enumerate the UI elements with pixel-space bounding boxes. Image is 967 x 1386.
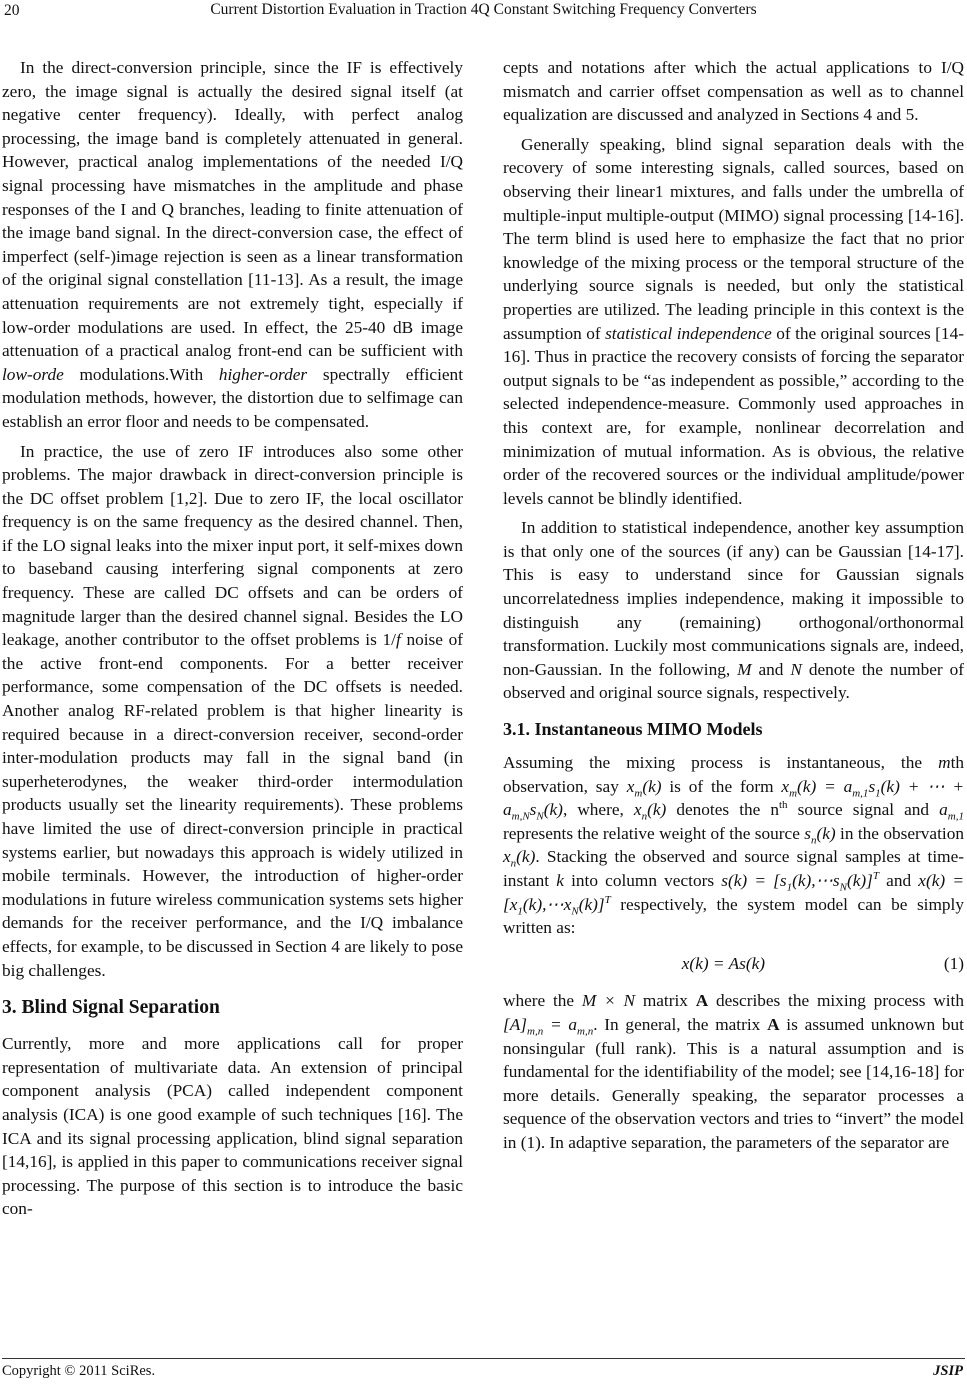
math-inline: $a_{m,1}$: [939, 800, 964, 823]
equation-body: x(k) = As(k): [681, 953, 766, 973]
text-run: Generally speaking, blind signal separation deals with the recovery of some interesting signals, called sources, based on observing their linear1 mixtures, and falls under the umbrella of multiple-input multiple-output (MIMO) signal processing [14-16]. The term blind is used here to emphasize the fact that no prior knowledge of the mixing process or the temporal structure of the underlying source signals is needed, but only the statistical properties are utilized. The leading principle in this context is the assumption of: [503, 134, 964, 343]
paragraph: cepts and notations after which the actual applications to I/Q mismatch and carrier offset compensation as well as to channel equalization are discussed and analyzed in Sections 4 and 5.: [503, 58, 964, 125]
text-run: where the: [503, 991, 575, 1011]
text-run: source signal and: [797, 800, 930, 820]
bold-text: A: [695, 991, 709, 1011]
text-run: th observation, say: [503, 753, 965, 796]
math-inline: $s(k) = [s_1(k),\cdots s_N(k)]^T$: [721, 870, 879, 894]
math-inline: $s_n(k)$: [804, 823, 836, 847]
text-run: modulations.With: [79, 364, 204, 384]
paragraph: [2, 56, 463, 434]
text-run: represents the relative weight of the source: [503, 823, 800, 843]
paragraph: [503, 516, 964, 705]
paragraph: [503, 133, 964, 511]
running-title: Current Distortion Evaluation in Traction 4Q Constant Switching Frequency Converters: [210, 1, 757, 18]
equation-number: (1): [943, 953, 964, 973]
italic-text: k: [556, 871, 564, 890]
math-inline: $[A]_{m,n} = a_{m,n}$: [503, 1014, 594, 1038]
text-run: In the direct-conversion principle, since the IF is effectively zero, the image signal is actually the desired signal itself (at negative center frequency). Ideally, with perfect analog processing, the image band is completely attenuated in general. However, practical analog implementations of the needed I/Q signal processing have mismatches in the amplitude and phase responses of the I and Q branches, leading to finite attenuation of the image band signal. In the direct-conversion case, the effect of imperfect (self-)image rejection is seen as a linear transformation of the original signal constellation [11-13]. As a result, the image attenuation requirements are not extremely tight, especially if low-order modulations are used. In effect, the 25-40 dB image attenuation of a practical analog front-end can be sufficient with: [2, 58, 463, 361]
italic-text: m: [938, 753, 951, 773]
math-inline: $x_n(k)$: [633, 800, 667, 823]
italic-text: f: [395, 630, 401, 650]
paragraph: [503, 989, 964, 1154]
paragraph: Currently, more and more applications call for proper representation of multivariate data. An extension of principal component analysis (PCA) called independent component analysis (ICA) is one good example of such techniques [16]. The ICA and its signal processing application, blind signal separation [14,16], is applied in this paper to communications receiver signal processing. The purpose of this section is to introduce the basic con-: [2, 1034, 463, 1219]
paragraph: [503, 751, 964, 940]
superscript: th: [779, 799, 788, 812]
text-run: in the observation: [840, 823, 964, 843]
text-run: is assumed unknown but nonsingular (full rank). This is a natural assumption and is fundamental for the identifiability of the model; see [14,16-18] for more details. Generally speaking, the separator processes a sequence of the observation vectors and tries to “invert” the model in (1). In adaptive separation, the parameters of the separator are: [503, 1014, 964, 1152]
equation-1: [503, 952, 964, 976]
italic-text: statistical independence: [605, 323, 772, 343]
text-run: matrix: [642, 991, 688, 1011]
italic-text: low-orde: [2, 364, 64, 384]
copyright-notice: Copyright © 2011 SciRes.: [2, 1363, 156, 1379]
text-run: of the original sources [14-16]. Thus in practice the recovery consists of forcing the separator output signals to be “as independent as possible,” according to the selected independence-measure. Commonly used approaches in this context are, for example, nonlinear decorrelation and minimization of mutual information. As is obvious, the relative order of the recovered sources or the individual amplitude/power levels cannot be blindly identified.: [503, 323, 964, 508]
page-number: 20: [4, 2, 20, 19]
journal-name: JSIP: [933, 1363, 963, 1379]
text-run: denote the number of observed and original source signals, respectively.: [503, 659, 964, 703]
text-run: and: [886, 871, 912, 890]
left-column: [2, 56, 463, 1227]
text-run: noise of the active front-end components. For a better receiver performance, some compensation of the DC offsets is needed. Another analog RF-related problem is that higher linearity is required because in a direct-conversion receiver, second-order inter-modulation products may fall in the signal band (in superheterodynes, the weaker third-order intermodulation products usually set the linearity requirements). These problems have limited the use of direct-conversion principle in practical systems earlier, but nowadays this approach is widely utilized in mobile terminals. However, the introduction of higher-order modulations in future wireless communication systems sets higher demands for the receiver performance, and the I/Q imbalance effects, for example, to be discussed in Section 4 are likely to pose big challenges.: [2, 630, 463, 980]
text-run: and: [758, 659, 784, 679]
math-inline: $x_m(k)$: [626, 776, 662, 800]
math-inline: $x_m(k) = a_{m,1}s_1(k)$ + ⋯ + $a_{m,N}s_N(k)$: [503, 776, 965, 823]
text-run: into column vectors: [571, 871, 715, 890]
text-run: describes the mixing process with: [715, 991, 964, 1011]
text-run: In addition to statistical independence, another key assumption is that only one of the sources (if any) can be Gaussian [14-17]. This is easy to understand since for Gaussian signals uncorrelatedness implies independence, making it impossible to distinguish any (remaining) orthogonal/orthonormal transformation. Luckily most communications signals are, indeed, non-Gaussian. In the following,: [503, 518, 964, 679]
text-run: is of the form: [669, 776, 774, 796]
right-column: [503, 56, 964, 1161]
math-inline: $x(k) = [x_1(k),\cdots x_N(k)]^T$: [503, 871, 964, 918]
math-inline: $x_n(k)$: [503, 847, 536, 870]
text-run: denotes the n: [676, 800, 779, 820]
text-run: . In general, the matrix: [593, 1014, 761, 1034]
bold-text: A: [767, 1014, 780, 1034]
italic-text: higher-order: [218, 364, 308, 384]
italic-text: M: [737, 659, 752, 679]
italic-text: N: [790, 659, 802, 679]
text-run: . Stacking the observed and source signal samples at time-instant: [503, 847, 964, 890]
text-run: spectrally efficient modulation methods, however, the distortion due to selfimage can establish an error floor and needs to be compensated.: [2, 364, 463, 431]
subsection-heading: 3.1. Instantaneous MIMO Models: [503, 719, 763, 740]
footer-divider: [2, 1358, 965, 1359]
text-run: , where,: [562, 800, 624, 820]
text-run: Assuming the mixing process is instantaneous, the: [503, 753, 923, 773]
paragraph: [2, 440, 463, 983]
section-heading: 3. Blind Signal Separation: [2, 997, 220, 1019]
italic-text: M × N: [581, 991, 636, 1011]
text-run: In practice, the use of zero IF introduces also some other problems. The major drawback in direct-conversion principle is the DC offset problem [1,2]. Due to zero IF, the local oscillator frequency is on the same frequency as the desired channel. Then, if the LO signal leaks into the mixer input port, it self-mixes down to baseband causing interfering signal components at zero frequency. These are called DC offsets and can be orders of magnitude larger than the desired channel signal. Besides the LO leakage, another contributor to the offset problems is 1/: [2, 441, 463, 650]
text-run: respectively, the system model can be simply written as:: [503, 894, 964, 938]
